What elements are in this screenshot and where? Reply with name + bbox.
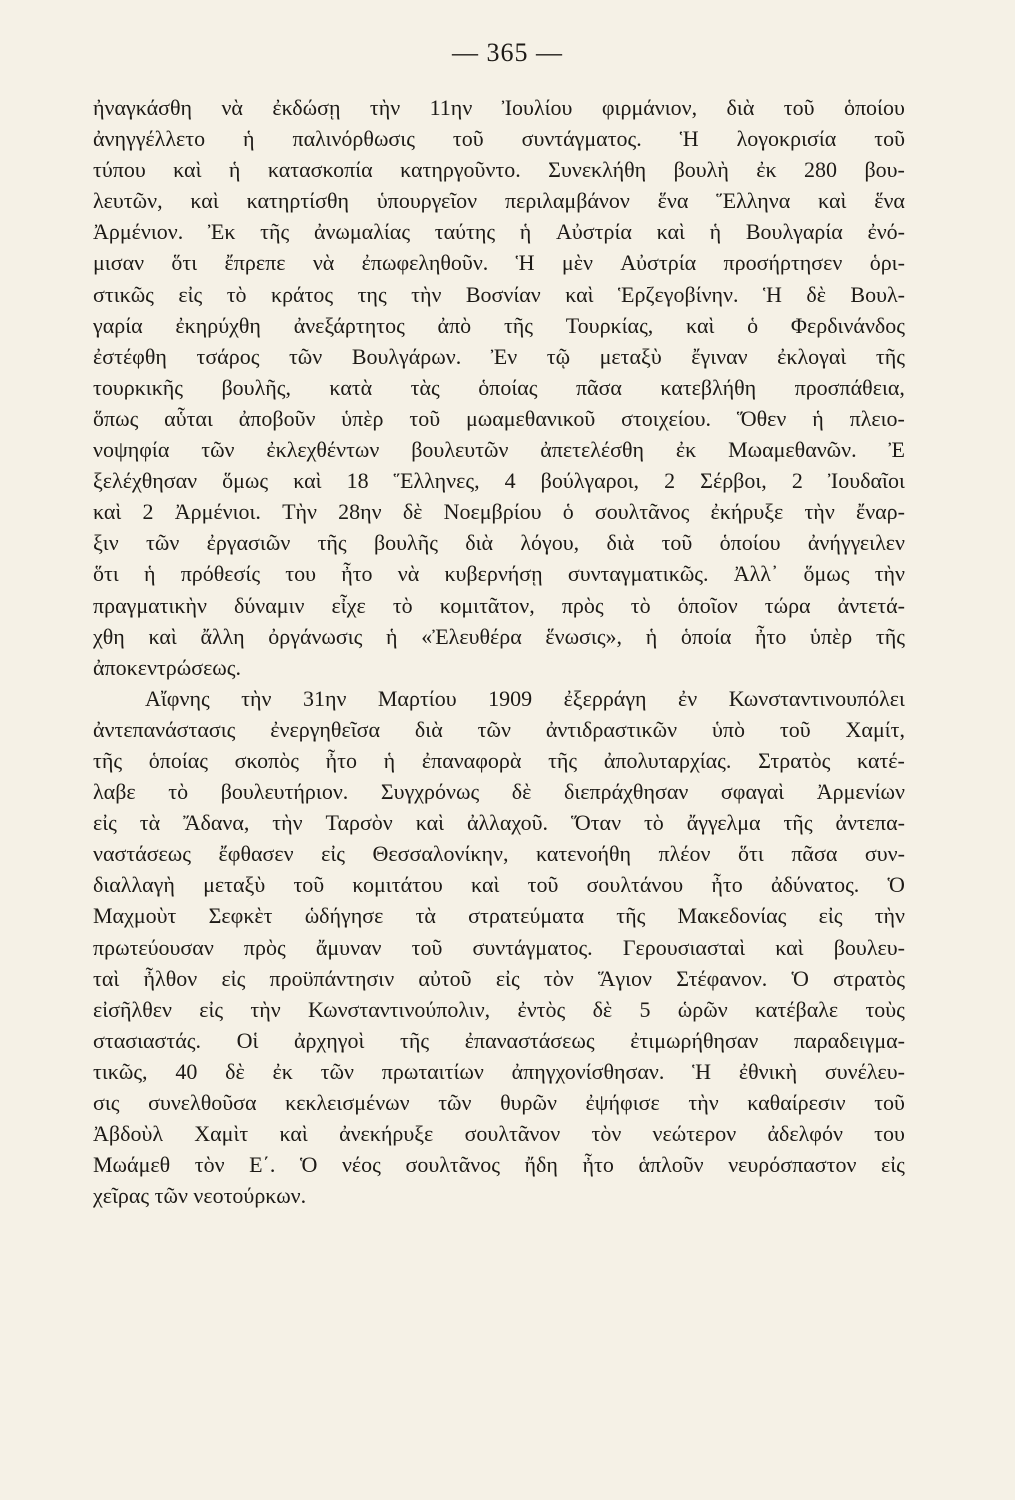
text-line: Μωάμεθ τὸν Ε΄. Ὁ νέος σουλτᾶνος ἤδη ἦτο ἁπλοῦν νευρόσπαστον εἰς [93, 1152, 905, 1178]
text-line: ἀνηγγέλλετο ἡ παλινόρθωσις τοῦ συντάγματος. Ἡ λογοκρισία τοῦ [93, 126, 905, 152]
text-line: ἠναγκάσθη νὰ ἐκδώσῃ τὴν 11ην Ἰουλίου φιρμάνιον, διὰ τοῦ ὁποίου [93, 95, 905, 120]
text-line: στασιαστάς. Οἱ ἀρχηγοὶ τῆς ἐπαναστάσεως ἐτιμωρήθησαν παραδειγμα- [93, 1027, 905, 1053]
text-line: Ἀβδοὺλ Χαμὶτ καὶ ἀνεκήρυξε σουλτᾶνον τὸν νεώτερον ἀδελφόν του [93, 1121, 905, 1147]
text-line: διαλλαγὴ μεταξὺ τοῦ κομιτάτου καὶ τοῦ σουλτάνου ἦτο ἀδύνατος. Ὁ [93, 872, 905, 898]
text-line: ἐστέφθη τσάρος τῶν Βουλγάρων. Ἐν τῷ μεταξὺ ἔγιναν ἐκλογαὶ τῆς [93, 343, 905, 369]
text-line: τικῶς, 40 δὲ ἐκ τῶν πρωταιτίων ἀπηγχονίσθησαν. Ἡ ἐθνικὴ συνέλευ- [93, 1058, 905, 1084]
text-line: λευτῶν, καὶ κατηρτίσθη ὑπουργεῖον περιλαμβάνον ἕνα Ἕλληνα καὶ ἕνα [93, 188, 905, 214]
text-line: ταὶ ἦλθον εἰς προϋπάντησιν αὐτοῦ εἰς τὸν Ἅγιον Στέφανον. Ὁ στρατὸς [93, 965, 905, 991]
text-line: γαρία ἐκηρύχθη ἀνεξάρτητος ἀπὸ τῆς Τουρκίας, καὶ ὁ Φερδινάνδος [93, 312, 905, 338]
page-number: — 365 — [452, 38, 563, 67]
text-line: πρωτεύουσαν πρὸς ἄμυναν τοῦ συντάγματος. Γερουσιασταὶ καὶ βουλευ- [93, 934, 905, 960]
text-line: καὶ 2 Ἀρμένιοι. Τὴν 28ην δὲ Νοεμβρίου ὁ σουλτᾶνος ἐκήρυξε τὴν ἔναρ- [93, 499, 905, 525]
text-line: εἰς τὰ Ἄδανα, τὴν Ταρσὸν καὶ ἀλλαχοῦ. Ὅταν τὸ ἄγγελμα τῆς ἀντεπα- [93, 810, 905, 836]
text-line: τύπου καὶ ἡ κατασκοπία κατηργοῦντο. Συνεκλήθη βουλὴ ἐκ 280 βου- [93, 157, 905, 183]
text-line: τῆς ὁποίας σκοπὸς ἦτο ἡ ἐπαναφορὰ τῆς ἀπολυταρχίας. Στρατὸς κατέ- [93, 747, 905, 773]
text-line: σις συνελθοῦσα κεκλεισμένων τῶν θυρῶν ἐψήφισε τὴν καθαίρεσιν τοῦ [93, 1090, 905, 1115]
text-line: ναστάσεως ἔφθασεν εἰς Θεσσαλονίκην, κατενοήθη πλέον ὅτι πᾶσα συν- [93, 841, 905, 867]
text-line: στικῶς εἰς τὸ κράτος της τὴν Βοσνίαν καὶ Ἑρζεγοβίνην. Ἡ δὲ Βουλ- [93, 281, 905, 307]
body-text [93, 92, 905, 1211]
text-line: εἰσῆλθεν εἰς τὴν Κωνσταντινούπολιν, ἐντὸς δὲ 5 ὡρῶν κατέβαλε τοὺς [93, 996, 905, 1022]
text-line: τουρκικῆς βουλῆς, κατὰ τὰς ὁποίας πᾶσα κατεβλήθη προσπάθεια, [93, 374, 905, 400]
text-line: ὅπως αὗται ἀποβοῦν ὑπὲρ τοῦ μωαμεθανικοῦ στοιχείου. Ὅθεν ἡ πλειο- [93, 405, 905, 431]
text-line: μισαν ὅτι ἔπρεπε νὰ ἐπωφεληθοῦν. Ἡ μὲν Αὐστρία προσήρτησεν ὁρι- [93, 250, 905, 276]
text-line: ἀποκεντρώσεως. [93, 654, 241, 680]
text-line: ξελέχθησαν ὅμως καὶ 18 Ἕλληνες, 4 βούλγαροι, 2 Σέρβοι, 2 Ἰουδαῖοι [93, 468, 905, 494]
text-line: χθη καὶ ἄλλη ὀργάνωσις ἡ «Ἐλευθέρα ἕνωσις», ἡ ὁποία ἦτο ὑπὲρ τῆς [93, 623, 905, 649]
text-line: λαβε τὸ βουλευτήριον. Συγχρόνως δὲ διεπράχθησαν σφαγαὶ Ἀρμενίων [93, 779, 905, 805]
text-line: πραγματικὴν δύναμιν εἶχε τὸ κομιτᾶτον, πρὸς τὸ ὁποῖον τώρα ἀντετά- [93, 592, 905, 618]
text-line: Μαχμοὺτ Σεφκὲτ ὡδήγησε τὰ στρατεύματα τῆς Μακεδονίας εἰς τὴν [93, 903, 905, 929]
text-line: χεῖρας τῶν νεοτούρκων. [93, 1183, 307, 1209]
text-line: ὅτι ἡ πρόθεσίς του ἦτο νὰ κυβερνήσῃ συνταγματικῶς. Ἀλλ᾽ ὅμως τὴν [93, 561, 905, 587]
text-line: ἀντεπανάστασις ἐνεργηθεῖσα διὰ τῶν ἀντιδραστικῶν ὑπὸ τοῦ Χαμίτ, [93, 716, 905, 742]
text-line: ξιν τῶν ἐργασιῶν τῆς βουλῆς διὰ λόγου, διὰ τοῦ ὁποίου ἀνήγγειλεν [93, 530, 905, 556]
text-line: Ἀρμένιον. Ἐκ τῆς ἀνωμαλίας ταύτης ἡ Αὐστρία καὶ ἡ Βουλγαρία ἐνό- [93, 219, 905, 245]
text-line: Αἴφνης τὴν 31ην Μαρτίου 1909 ἐξερράγη ἐν Κωνσταντινουπόλει [145, 685, 905, 711]
text-line: νοψηφία τῶν ἐκλεχθέντων βουλευτῶν ἀπετελέσθη ἐκ Μωαμεθανῶν. Ἐ [93, 437, 905, 463]
